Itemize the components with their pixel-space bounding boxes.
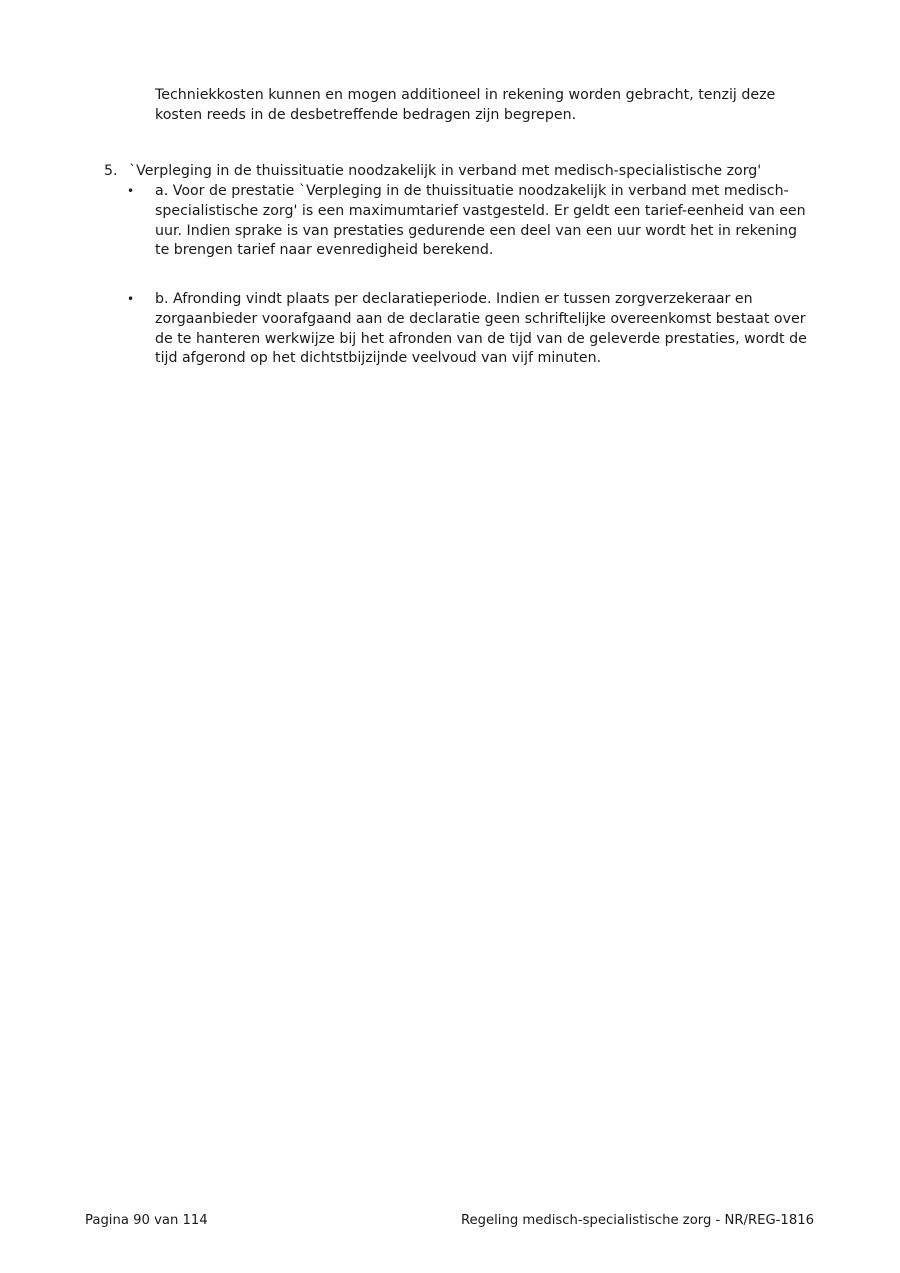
section-heading	[104, 162, 804, 182]
bullet-icon: •	[127, 184, 135, 198]
document-reference: Regeling medisch-specialistische zorg - NR/REG-1816	[460, 1213, 814, 1228]
intro-paragraph: Techniekkosten kunnen en mogen additioneel in rekening worden gebracht, tenzij deze kosten reeds in de desbetreffende bedragen zijn begrepen.	[155, 87, 776, 123]
bullet-icon: •	[127, 292, 135, 306]
section-number: 5.	[104, 163, 118, 179]
page-number: Pagina 90 van 114	[85, 1213, 208, 1228]
list-item-text: b. Afronding vindt plaats per declaratieperiode. Indien er tussen zorgverzekeraar en zorgaanbieder voorafgaand aan de declaratie geen schriftelijke overeenkomst bestaat over de te hanteren werkwijze bij het afronden van de tijd van de geleverde prestaties, wordt de tijd afgerond op het dichtstbijzijnde veelvoud van vijf minuten.	[155, 291, 807, 367]
section-title: `Verpleging in de thuissituatie noodzakelijk in verband met medisch-specialistische zorg'	[129, 163, 762, 179]
list-item-text: a. Voor de prestatie `Verpleging in de thuissituatie noodzakelijk in verband met medisch-specialistische zorg' is een maximumtarief vastgesteld. Er geldt een tarief-eenheid van een uur. Indien sprake is van prestaties gedurende een deel van een uur wordt het in rekening te brengen tarief naar evenredigheid berekend.	[155, 183, 806, 259]
